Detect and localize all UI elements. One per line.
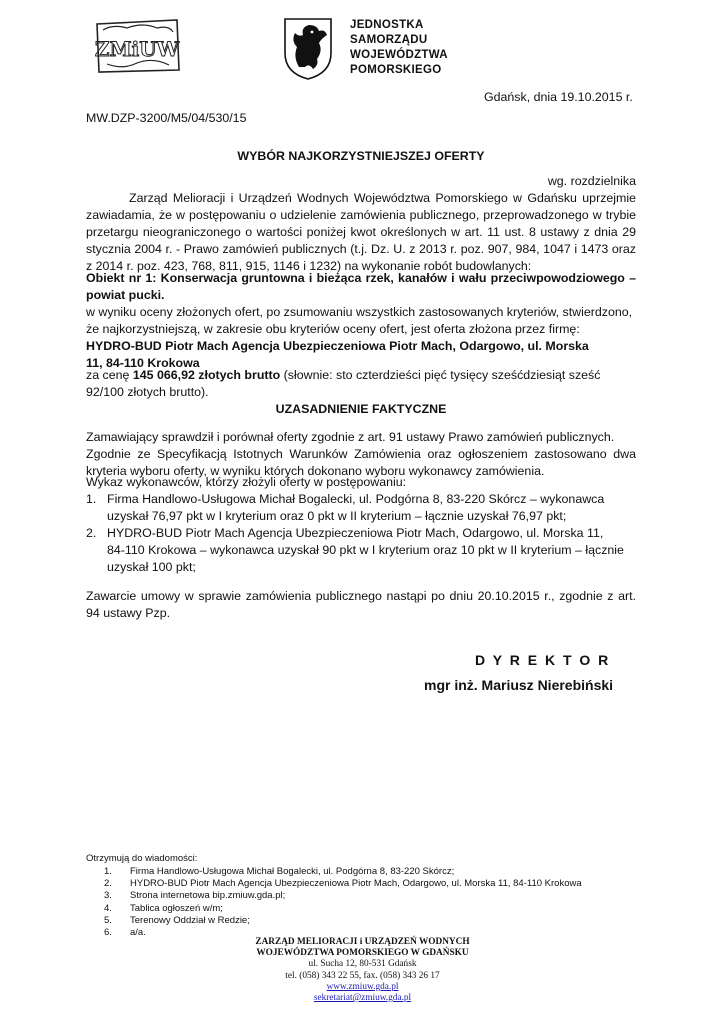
bidder-list: [86, 491, 646, 576]
reference-number: MW.DZP-3200/M5/04/530/15: [86, 111, 247, 125]
justification-p1: Zamawiający sprawdził i porównał oferty zgodnie z art. 91 ustawy Prawo zamówień publicznych.: [86, 430, 615, 444]
winning-bidder: HYDRO-BUD Piotr Mach Agencja Ubezpieczeniowa Piotr Mach, Odargowo, ul. Morska 11, 84-110 Krokowa: [86, 339, 589, 370]
intro-paragraph: Zarząd Melioracji i Urządzeń Wodnych Województwa Pomorskiego w Gdańsku uprzejmie zawiadamia, że w postępowaniu o udzielenie zamówienia publicznego, przeprowadzonego w trybie przetargu nieograniczonego o wartości poniżej kwot określonych w art. 11 ust. 8 ustawy z dnia 29 stycznia 2004 r. - Prawo zamówień publicznych (t.j. Dz. U. z 2013 r. poz. 907, 984, 1047 i 1473 oraz z 2014 r. poz. 423, 768, 811, 915, 1146 i 1232) na wykonanie robót budowlanych:: [86, 191, 636, 273]
svg-text:ZMiUW: ZMiUW: [94, 37, 180, 61]
crest-caption: [350, 18, 448, 78]
recipient-item: 2. HYDRO-BUD Piotr Mach Agencja Ubezpieczeniowa Piotr Mach, Odargowo, ul. Morska 11, 84-110 Krokowa: [104, 878, 582, 890]
justification-p3: Wykaz wykonawców, którzy złożyli oferty w postępowaniu:: [86, 475, 407, 489]
price-suffix: (słownie: sto czterdzieści pięć tysięcy sześćdziesiąt sześć 92/100 złotych brutto).: [86, 368, 601, 399]
justification-title: UZASADNIENIE FAKTYCZNE: [275, 402, 447, 416]
document-title: WYBÓR NAJKORZYSTNIEJSZEJ OFERTY: [237, 149, 485, 163]
crest-line: POMORSKIEGO: [350, 64, 442, 76]
footer-org-line-2: WOJEWÓDZTWA POMORSKIEGO W GDAŃSKU: [256, 948, 469, 959]
footer-org-line-1: ZARZĄD MELIORACJI i URZĄDZEŃ WODNYCH: [255, 937, 470, 947]
price-amount: 145 066,92 złotych brutto: [132, 368, 281, 382]
recipient-item: 4. Tablica ogłoszeń w/m;: [104, 902, 223, 914]
footer-address: ul. Sucha 12, 80-531 Gdańsk: [308, 959, 417, 970]
list-number: 1.: [86, 492, 97, 506]
list-text: HYDRO-BUD Piotr Mach Agencja Ubezpieczeniowa Piotr Mach, Odargowo, ul. Morska 11,: [107, 526, 604, 540]
crest-line: SAMORZĄDU: [350, 34, 428, 46]
list-item: [86, 491, 646, 508]
evaluation-line-1: w wyniku oceny złożonych ofert, po zsumowaniu wszystkich zastosowanych kryteriów, stwierdzono,: [86, 305, 633, 319]
footer-website-link[interactable]: www.zmiuw.gda.pl: [326, 981, 399, 992]
recipient-item: 1. Firma Handlowo-Usługowa Michał Bogalecki, ul. Podgórna 8, 83-220 Skórcz;: [104, 866, 455, 877]
price-prefix: za cenę: [86, 368, 133, 382]
distribution-note: wg. rozdzielnika: [547, 174, 636, 188]
crest-line: WOJEWÓDZTWA: [350, 49, 448, 61]
recipients-list: [104, 866, 624, 939]
recipient-item: 3. Strona internetowa bip.zmiuw.gda.pl;: [104, 890, 286, 902]
recipient-item: 5. Terenowy Oddział w Redzie;: [104, 914, 250, 926]
list-text: uzyskał 100 pkt;: [107, 560, 196, 574]
footer-email-link[interactable]: sekretariat@zmiuw.gda.pl: [313, 993, 412, 1004]
list-number: 2.: [86, 526, 97, 540]
object-description: Obiekt nr 1: Konserwacja gruntowna i bieżąca rzek, kanałów i wału przeciwpowodziowego – powiat pucki.: [86, 271, 636, 302]
pomorskie-crest-icon: [283, 17, 333, 81]
footer: [180, 937, 545, 1004]
footer-phone: tel. (058) 343 22 55, fax. (058) 343 26 17: [285, 970, 440, 981]
list-item: [86, 525, 646, 542]
evaluation-line-2: że najkorzystniejszą, w zakresie obu kryteriów oceny ofert, jest oferta złożona przez firmę:: [86, 322, 580, 336]
list-text: 84-110 Krokowa – wykonawca uzyskał 90 pkt w I kryterium oraz 10 pkt w II kryterium – łącznie: [107, 543, 624, 557]
zmiuw-logo: [93, 16, 181, 76]
recipients-heading: Otrzymują do wiadomości:: [86, 853, 198, 864]
price-paragraph: [86, 367, 636, 401]
signature-role: D Y R E K T O R: [475, 652, 611, 668]
signature-name: mgr inż. Mariusz Nierebiński: [424, 677, 614, 693]
contract-note: Zawarcie umowy w sprawie zamówienia publicznego nastąpi po dniu 20.10.2015 r., zgodnie z art. 94 ustawy Pzp.: [86, 589, 636, 620]
recipient-item: 6. a/a.: [104, 927, 146, 939]
place-date: Gdańsk, dnia 19.10.2015 r.: [484, 90, 633, 104]
list-text: uzyskał 76,97 pkt w I kryterium oraz 0 pkt w II kryterium – łącznie uzyskał 76,97 pkt;: [107, 509, 567, 523]
justification-p2: Zgodnie ze Specyfikacją Istotnych Warunków Zamówienia oraz ogłoszeniem zastosowano dwa kryteria wyboru oferty, w wyniku których dokonano wyboru wykonawcy zamówienia.: [86, 447, 636, 478]
crest-line: JEDNOSTKA: [350, 19, 424, 31]
list-text: Firma Handlowo-Usługowa Michał Bogalecki, ul. Podgórna 8, 83-220 Skórcz – wykonawca: [107, 492, 605, 506]
